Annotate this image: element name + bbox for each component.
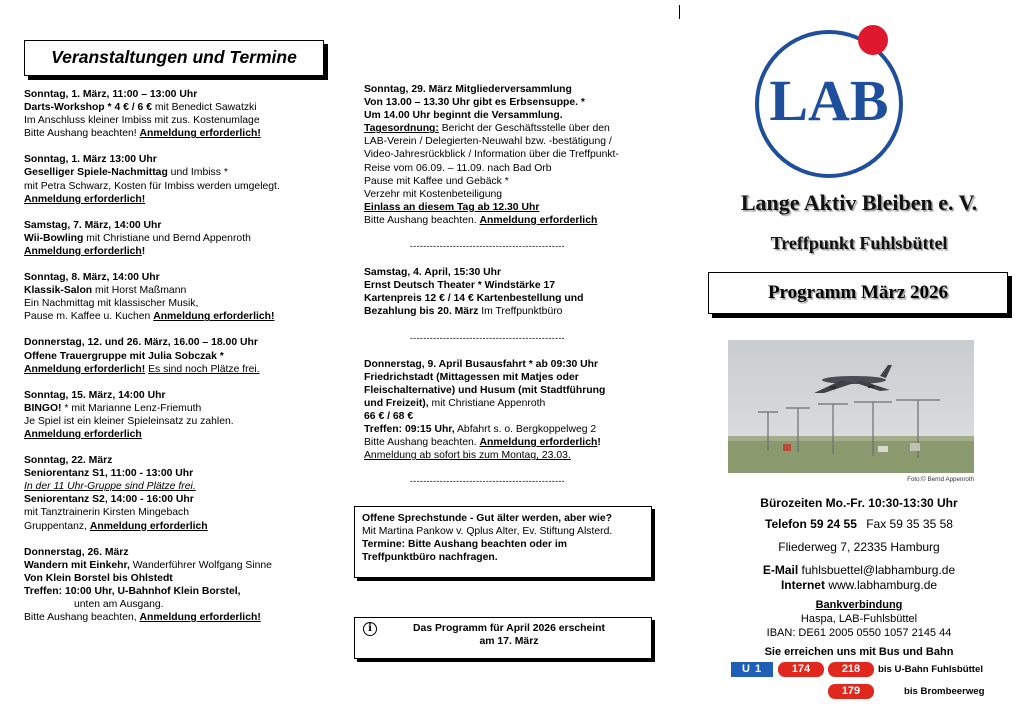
event-line bbox=[24, 310, 340, 323]
sprechstunde-line bbox=[362, 538, 644, 551]
text-run: mit Tanztrainerin Kirsten Mingebach bbox=[24, 507, 189, 519]
transit-heading: Sie erreichen uns mit Bus und Bahn bbox=[764, 646, 954, 658]
text-run: und Imbiss * bbox=[167, 167, 228, 179]
separator-line: ----------------------------------------------- bbox=[410, 332, 565, 343]
web-line bbox=[706, 578, 1012, 593]
text-run: Treffen: 09:15 Uhr, bbox=[364, 424, 455, 436]
logo-text: LAB bbox=[769, 68, 889, 133]
event-line bbox=[364, 410, 664, 423]
text-run: Ernst Deutsch Theater * Windstärke 17 bbox=[364, 280, 556, 292]
event-line bbox=[364, 175, 664, 188]
bank-name: Haspa, LAB-Fuhlsbüttel bbox=[800, 613, 918, 625]
text-run: Treffpunktbüro nachfragen. bbox=[362, 552, 498, 564]
text-run: Sonntag, 1. März, 11:00 – 13:00 Uhr bbox=[24, 89, 198, 100]
bank-heading: Bankverbindung bbox=[815, 599, 903, 611]
photo-credit: Foto:© Bernd Appenroth bbox=[907, 476, 974, 483]
event-line bbox=[24, 611, 340, 624]
info-icon: i bbox=[363, 622, 377, 636]
text-run: unten am Ausgang. bbox=[74, 599, 164, 610]
event-line bbox=[24, 114, 340, 127]
event-line bbox=[364, 109, 664, 122]
middle-events-column bbox=[364, 83, 664, 501]
event-line bbox=[364, 397, 664, 410]
event-line bbox=[364, 83, 664, 96]
text-run: Reise vom 06.09. – 11.09. nach Bad Orb bbox=[364, 162, 552, 174]
event-line bbox=[24, 454, 340, 467]
bus-179-badge: 179 bbox=[828, 684, 874, 699]
event-line bbox=[24, 572, 340, 585]
text-run: * mit Marianne Lenz-Friemuth bbox=[61, 402, 202, 414]
event-line bbox=[24, 506, 340, 519]
event-line bbox=[364, 266, 664, 279]
text-run: und Freizeit), bbox=[364, 397, 429, 409]
text-run: Anmeldung erforderlich bbox=[479, 437, 598, 449]
bus-218-badge: 218 bbox=[828, 662, 874, 677]
fax: Fax 59 35 35 58 bbox=[866, 517, 953, 531]
text-run: Fleischalternative) und Husum (mit Stadtführung bbox=[364, 384, 606, 396]
text-run: ! bbox=[597, 437, 601, 449]
text-run: Pause mit Kaffee und Gebäck * bbox=[364, 175, 509, 187]
text-run: Samstag, 7. März, 14:00 Uhr bbox=[24, 219, 162, 231]
event-line bbox=[364, 449, 664, 462]
text-run: Anmeldung ab sofort bis zum Montag, 23.03. bbox=[364, 450, 571, 462]
text-run: Anmeldung erforderlich! bbox=[139, 612, 261, 624]
event-line bbox=[364, 358, 664, 371]
event-line bbox=[364, 135, 664, 148]
event-line bbox=[24, 389, 340, 402]
text-run: Donnerstag, 26. März bbox=[24, 546, 129, 558]
april-note-line-2: am 17. März bbox=[479, 636, 539, 648]
email-line bbox=[706, 563, 1012, 578]
transit-note-1: bis U-Bahn Fuhlsbüttel bbox=[878, 664, 983, 675]
separator-line: ----------------------------------------------- bbox=[410, 476, 565, 487]
text-run: Sonntag, 1. März 13:00 Uhr bbox=[24, 154, 157, 166]
email-label: E-Mail bbox=[762, 563, 799, 577]
text-run: Klassik-Salon bbox=[24, 285, 93, 297]
event-line bbox=[24, 480, 340, 493]
text-run: Anmeldung erforderlich bbox=[24, 428, 142, 440]
text-run: Von 13.00 – 13.30 Uhr gibt es Erbsensuppe. * bbox=[364, 97, 585, 109]
text-run: Bitte Aushang beachten. bbox=[364, 437, 480, 449]
program-title: Programm März 2026 bbox=[767, 282, 949, 304]
event-line bbox=[364, 371, 664, 384]
text-run: mit Petra Schwarz, Kosten für Imbiss werden umgelegt. bbox=[24, 180, 280, 192]
email-address[interactable]: fuhlsbuettel@labhamburg.de bbox=[801, 563, 956, 577]
event-line bbox=[364, 279, 664, 292]
text-run: Treffen: 10:00 Uhr, U-Bahnhof Klein Borstel, bbox=[24, 585, 241, 597]
text-run: Anmeldung erforderlich! bbox=[24, 363, 146, 375]
address: Fliederweg 7, 22335 Hamburg bbox=[778, 540, 940, 554]
events-title: Veranstaltungen und Termine bbox=[51, 47, 297, 68]
text-run: Anmeldung erforderlich bbox=[24, 245, 142, 257]
lab-logo bbox=[752, 22, 912, 182]
event-entry bbox=[24, 454, 340, 533]
event-line bbox=[24, 402, 340, 415]
event-line bbox=[24, 127, 340, 140]
text-run: Sonntag, 15. März, 14:00 Uhr bbox=[24, 389, 166, 401]
events-title-box bbox=[24, 40, 324, 76]
text-run: Bitte Aushang beachten! bbox=[24, 128, 140, 140]
april-note-line-1: Das Programm für April 2026 erscheint bbox=[413, 623, 605, 634]
org-subtitle: Treffpunkt Fuhlsbüttel bbox=[770, 233, 948, 253]
event-line bbox=[24, 467, 340, 480]
separator-line: ----------------------------------------------- bbox=[410, 241, 565, 252]
event-entry bbox=[24, 389, 340, 441]
event-line bbox=[24, 428, 340, 441]
text-run: BINGO! bbox=[24, 402, 62, 414]
event-line bbox=[364, 122, 664, 135]
event-line bbox=[364, 423, 664, 436]
text-run: Donnerstag, 9. April Busausfahrt * ab 09:30 Uhr bbox=[364, 358, 599, 370]
event-line bbox=[24, 559, 340, 572]
text-run: Kartenpreis 12 € / 14 € Kartenbestellung und bbox=[364, 293, 584, 305]
text-run: mit Horst Maßmann bbox=[92, 285, 187, 297]
event-line bbox=[364, 148, 664, 161]
text-run: mit Christiane und Bernd Appenroth bbox=[83, 232, 251, 244]
event-line bbox=[24, 245, 340, 258]
org-name: Lange Aktiv Bleiben e. V. bbox=[740, 190, 978, 215]
text-run: Im Anschluss kleiner Imbiss mit zus. Kostenumlage bbox=[24, 115, 260, 127]
event-line bbox=[24, 153, 340, 166]
event-line bbox=[24, 546, 340, 559]
event-entry bbox=[24, 153, 340, 205]
text-run: Anmeldung erforderlich! bbox=[139, 128, 261, 140]
text-run: Donnerstag, 12. und 26. März, 16.00 – 18.00 Uhr bbox=[24, 337, 258, 349]
event-entry bbox=[24, 336, 340, 375]
text-run: 66 € / 68 € bbox=[364, 410, 414, 422]
text-run: Ein Nachmittag mit klassischer Musik, bbox=[24, 298, 199, 310]
event-entry bbox=[364, 83, 664, 227]
text-run: Sonntag, 29. März Mitgliederversammlung bbox=[364, 84, 572, 95]
text-run: ! bbox=[141, 245, 146, 257]
text-run: Wandern mit Einkehr, bbox=[24, 559, 130, 571]
event-line bbox=[24, 180, 340, 193]
text-run: Video-Jahresrückblick / Information über die Treffpunkt- bbox=[364, 149, 619, 161]
event-entry bbox=[364, 266, 664, 318]
text-run: Verzehr mit Kostenbeteiligung bbox=[364, 188, 503, 200]
text-run: Anmeldung erforderlich bbox=[479, 214, 598, 226]
text-run: In der 11 Uhr-Gruppe sind Plätze frei. bbox=[24, 481, 196, 493]
event-line bbox=[24, 585, 340, 598]
event-line bbox=[24, 363, 340, 376]
iban: IBAN: DE61 2005 0550 1057 2145 44 bbox=[766, 627, 952, 639]
logo-red-dot bbox=[858, 25, 888, 55]
text-run: mit Benedict Sawatzki bbox=[152, 102, 257, 114]
text-cursor bbox=[679, 5, 680, 19]
text-run: Um 14.00 Uhr beginnt die Versammlung. bbox=[364, 110, 563, 122]
sprechstunde-line bbox=[362, 551, 644, 564]
web-label: Internet bbox=[780, 578, 825, 592]
web-address[interactable]: www.labhamburg.de bbox=[828, 578, 938, 592]
event-line bbox=[24, 101, 340, 114]
text-run: LAB-Verein / Delegierten-Neuwahl bzw. -bestätigung / bbox=[364, 136, 612, 148]
left-events-column bbox=[24, 88, 340, 637]
text-run: Wii-Bowling bbox=[24, 232, 84, 244]
text-run: Von Klein Borstel bis Ohlstedt bbox=[24, 572, 173, 584]
event-line bbox=[24, 336, 340, 349]
text-run: Abfahrt s. o. Bergkoppelweg 2 bbox=[454, 424, 597, 436]
event-line bbox=[24, 232, 340, 245]
event-line bbox=[364, 201, 664, 214]
text-run: Mit Martina Pankow v. Qplus Alter, Ev. Stiftung Alsterd. bbox=[362, 526, 613, 538]
event-line bbox=[24, 350, 340, 363]
sprechstunde-line bbox=[362, 512, 644, 525]
text-run: Pause m. Kaffee u. Kuchen bbox=[24, 311, 154, 323]
event-line bbox=[364, 305, 664, 318]
office-hours: Bürozeiten Mo.-Fr. 10:30-13:30 Uhr bbox=[760, 496, 958, 510]
text-run: Sonntag, 22. März bbox=[24, 455, 113, 467]
text-run: Je Spiel ist ein kleiner Spieleinsatz zu zahlen. bbox=[24, 415, 234, 427]
event-entry bbox=[364, 358, 664, 463]
airplane-photo bbox=[728, 340, 974, 473]
u1-badge: U 1 bbox=[731, 662, 773, 677]
event-line bbox=[24, 88, 340, 101]
text-run: Anmeldung erforderlich! bbox=[153, 311, 275, 323]
event-line bbox=[364, 292, 664, 305]
text-run: mit Christiane Appenroth bbox=[428, 397, 546, 409]
text-run: Friedrichstadt (Mittagessen mit Matjes oder bbox=[364, 371, 579, 383]
program-title-box bbox=[708, 272, 1008, 314]
event-entry bbox=[24, 88, 340, 140]
event-line bbox=[24, 493, 340, 506]
text-run: Bezahlung bis 20. März bbox=[364, 306, 479, 318]
text-run: Sonntag, 8. März, 14:00 Uhr bbox=[24, 272, 160, 284]
phone-fax bbox=[706, 517, 1012, 532]
text-run: Seniorentanz S1, 11:00 - 13:00 Uhr bbox=[24, 468, 194, 480]
event-line bbox=[24, 598, 340, 611]
event-entry bbox=[24, 219, 340, 258]
event-line bbox=[364, 384, 664, 397]
event-line bbox=[24, 297, 340, 310]
text-run: Seniorentanz S2, 14:00 - 16:00 Uhr bbox=[24, 494, 194, 506]
event-line bbox=[24, 520, 340, 533]
event-line bbox=[24, 415, 340, 428]
text-run: Offene Sprechstunde - Gut älter werden, aber wie? bbox=[362, 513, 613, 524]
event-line bbox=[24, 284, 340, 297]
event-line bbox=[24, 193, 340, 206]
event-line bbox=[24, 219, 340, 232]
sprechstunde-box bbox=[354, 506, 652, 578]
text-run: Tagesordnung: bbox=[364, 123, 439, 135]
text-run: Es sind noch Plätze frei. bbox=[148, 363, 260, 375]
event-entry bbox=[24, 546, 340, 625]
text-run: Geselliger Spiele-Nachmittag bbox=[24, 167, 168, 179]
text-run: Offene Trauergruppe mit Julia Sobczak * bbox=[24, 350, 224, 362]
text-run: Wanderführer Wolfgang Sinne bbox=[129, 559, 272, 571]
bus-174-badge: 174 bbox=[778, 662, 824, 677]
text-run: Samstag, 4. April, 15:30 Uhr bbox=[364, 267, 502, 279]
event-line bbox=[24, 166, 340, 179]
text-run: Bitte Aushang beachten. bbox=[364, 214, 480, 226]
sprechstunde-line bbox=[362, 525, 644, 538]
event-line bbox=[24, 271, 340, 284]
text-run: Bitte Aushang beachten, bbox=[24, 612, 140, 624]
text-run: Gruppentanz, bbox=[24, 520, 90, 532]
event-line bbox=[364, 436, 664, 449]
april-program-note bbox=[354, 617, 652, 659]
text-run: Anmeldung erforderlich! bbox=[24, 193, 146, 205]
text-run: Termine: Bitte Aushang beachten oder im bbox=[362, 539, 567, 551]
text-run: Im Treffpunktbüro bbox=[478, 306, 563, 318]
text-run: Bericht der Geschäftsstelle über den bbox=[438, 123, 610, 135]
text-run: Einlass an diesem Tag ab 12.30 Uhr bbox=[364, 201, 540, 213]
event-line bbox=[364, 188, 664, 201]
text-run: Darts-Workshop * 4 € / 6 € bbox=[24, 102, 153, 114]
event-line bbox=[364, 162, 664, 175]
event-line bbox=[364, 96, 664, 109]
transit-note-2: bis Brombeerweg bbox=[904, 686, 985, 697]
phone: Telefon 59 24 55 bbox=[765, 517, 857, 531]
event-line bbox=[364, 214, 664, 227]
event-entry bbox=[24, 271, 340, 323]
text-run: Anmeldung erforderlich bbox=[89, 520, 208, 532]
